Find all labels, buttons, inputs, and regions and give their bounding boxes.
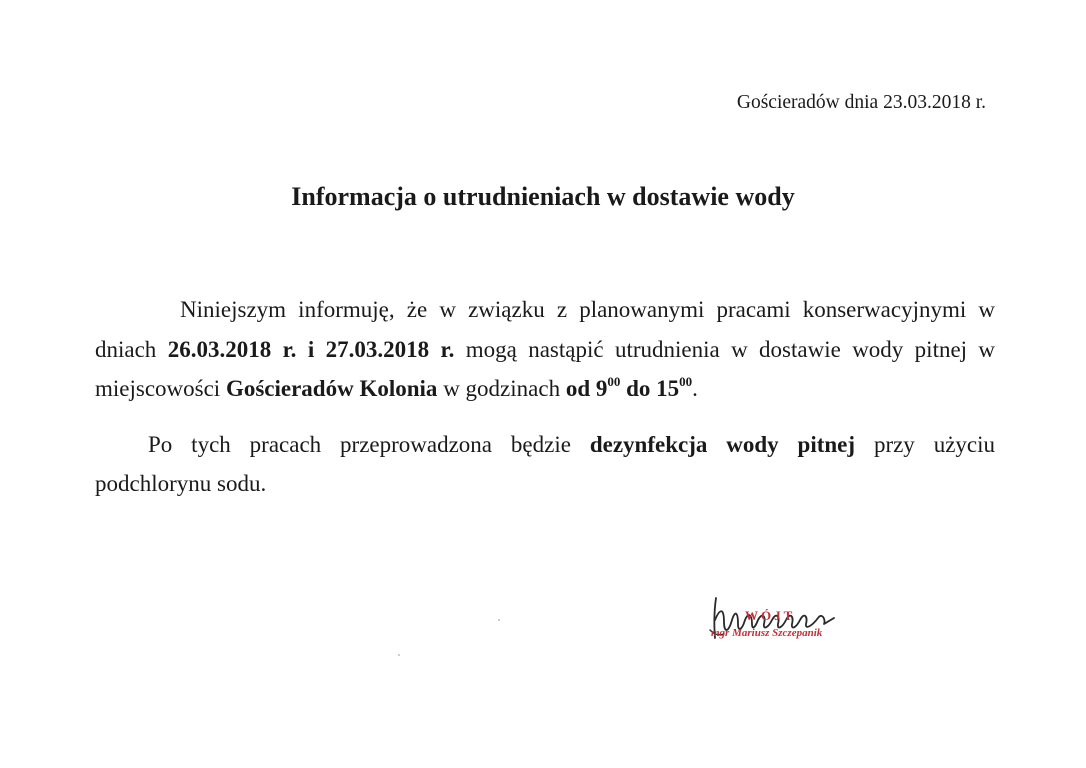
date-from: 26.03.2018 r. bbox=[167, 336, 297, 362]
place-name: Gościeradów Kolonia bbox=[225, 376, 438, 401]
paragraph-2-text-1: Po tych pracach przeprowadzona będzie bbox=[148, 431, 571, 457]
stamp-name: mgr Mariusz Szczepanik bbox=[711, 627, 823, 639]
paragraph-1-end: . bbox=[692, 376, 698, 401]
stamp-title: WÓJT bbox=[745, 608, 796, 623]
document-body bbox=[95, 290, 995, 504]
scan-speck bbox=[498, 619, 500, 621]
paragraph-2-text-2: przy użyciu podchlorynu sodu. bbox=[95, 431, 996, 496]
minutes-from: 00 bbox=[607, 374, 621, 389]
date-to: 27.03.2018 r. bbox=[325, 336, 455, 362]
scan-speck bbox=[398, 654, 400, 656]
hour-from-value: 9 bbox=[595, 376, 608, 401]
hour-from bbox=[596, 376, 621, 401]
to-word: do bbox=[626, 376, 651, 401]
disinfection-highlight: dezynfekcja wody pitnej bbox=[589, 431, 856, 457]
from-word: od bbox=[565, 376, 591, 401]
paragraph-2 bbox=[95, 425, 995, 504]
date-line: Gościeradów dnia 23.03.2018 r. bbox=[736, 92, 986, 113]
document-title: Informacja o utrudnieniach w dostawie wody bbox=[291, 182, 795, 211]
hour-to bbox=[656, 376, 692, 401]
paragraph-1-text-1: Niniejszym informuję, że w związku z planowanymi pracami konserwacyjnymi w dniach bbox=[95, 297, 995, 362]
paragraph-1 bbox=[95, 290, 995, 412]
paragraph-1-text-3: w godzinach bbox=[443, 376, 561, 401]
minutes-to: 00 bbox=[679, 374, 693, 389]
and-word: i bbox=[307, 336, 315, 362]
paragraph-1-text-2: mogą nastąpić utrudnienia w dostawie wody pitnej w miejscowości bbox=[95, 336, 996, 401]
hour-to-value: 15 bbox=[656, 376, 680, 401]
